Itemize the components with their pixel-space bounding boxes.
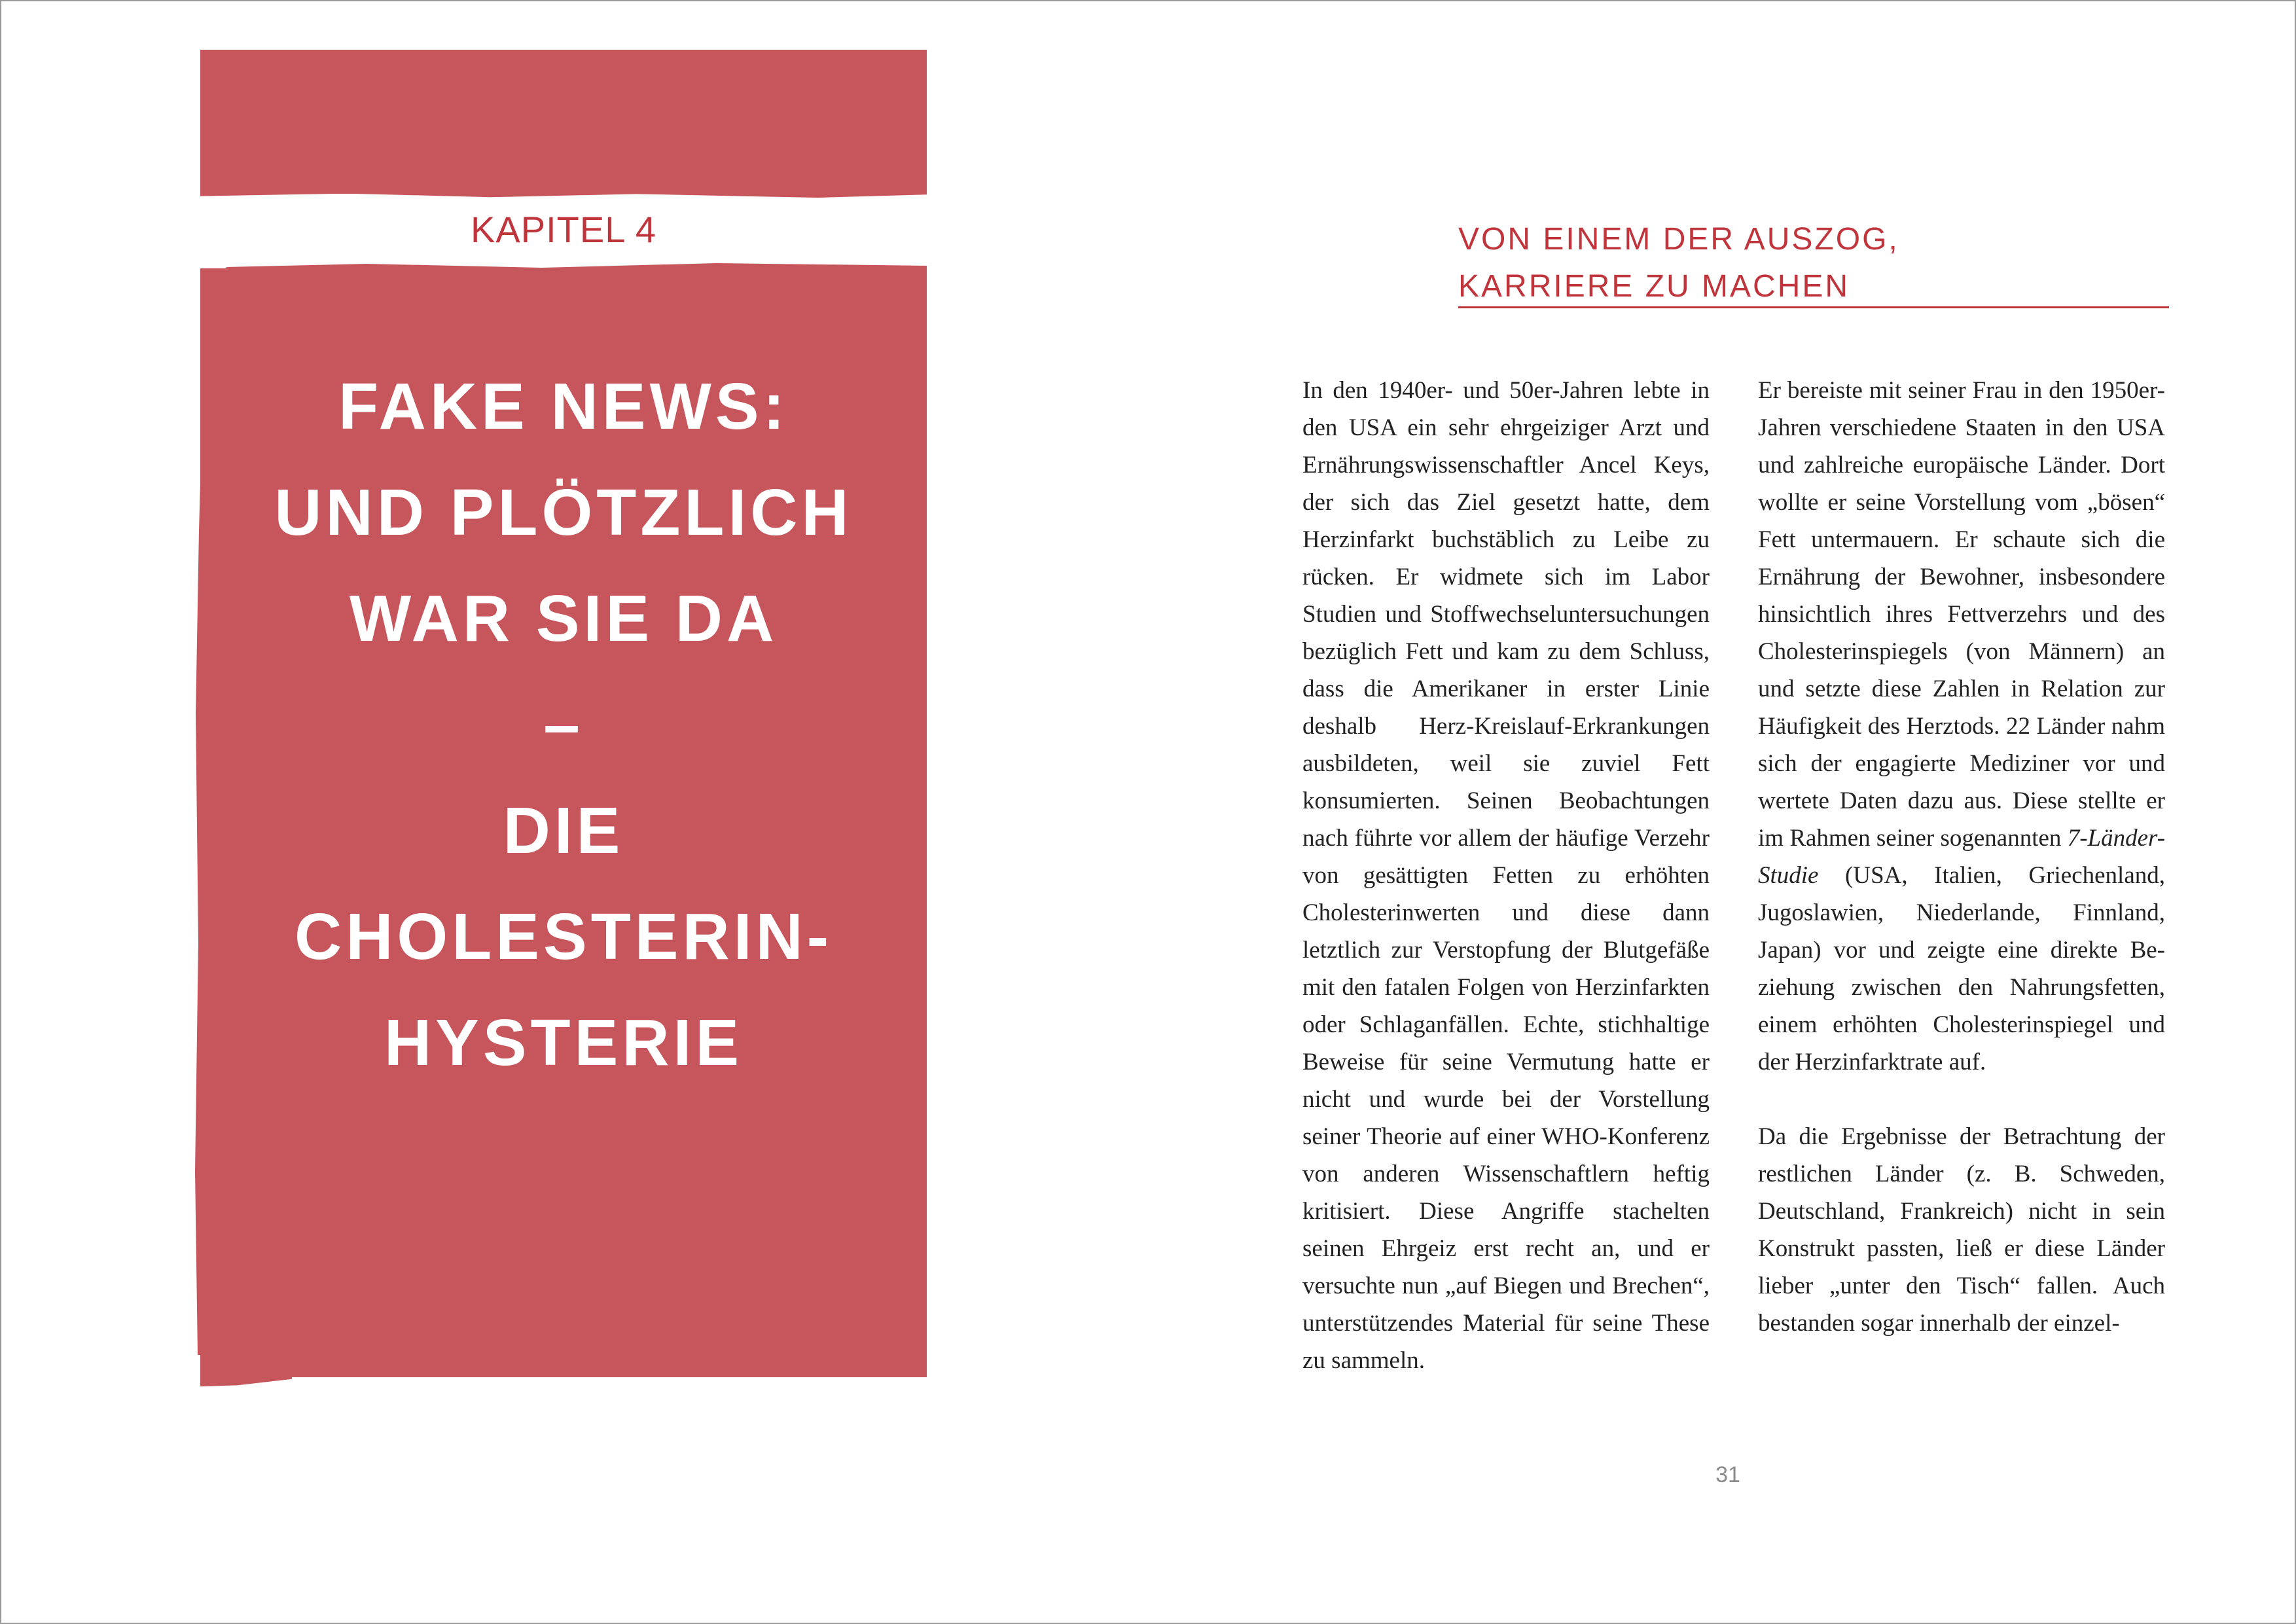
chapter-title-line: WAR SIE DA [349, 582, 778, 655]
chapter-title-line: DIE [503, 794, 624, 867]
section-heading-line: VON EINEM DER AUSZOG, [1458, 222, 1899, 257]
paragraph-text: (USA, Italien, Griechenland, Jugoslawien, Niederlande, Finnland, Japan) vor und zeigte eine direkte Beziehung zwischen den Nahrungsfetten, einem erhöhten Cholesterinspiegel und der Herzinfarktrate auf. [1758, 862, 2165, 1075]
body-paragraph [1758, 372, 2165, 1081]
section-heading-line: KARRIERE ZU MACHEN [1458, 269, 1850, 304]
page-number: 31 [1715, 1462, 1740, 1487]
chapter-title-line: CHOLESTERIN- [295, 900, 833, 973]
chapter-title-line: HYSTERIE [384, 1006, 744, 1079]
body-paragraph: In den 1940er- und 50er-Jahren lebte in den USA ein sehr ehrgeiziger Arzt und Ernährungswissenschaftler Ancel Keys, der sich das Ziel gesetzt hatte, dem Herzinfarkt buchstäblich zu Leibe zu rücken. Er widmete sich im Labor Studien und Stoffwechseluntersuchungen bezüglich Fett und kam zu dem Schluss, dass die Amerikaner in erster Linie deshalb Herz-Kreislauf-Erkrankungen ausbildeten, weil sie zuviel Fett konsumierten. Seinen Beobachtungen nach führte vor allem der häufige Verzehr von gesättigten Fetten zu erhöhten Cholesterinwerten und diese dann letztlich zur Verstopfung der Blutgefäße mit den fatalen Folgen von Herzinfarkten oder Schlaganfällen. Echte, stichhaltige Beweise für seine Vermutung hatte er nicht und wurde bei der Vorstellung seiner Theorie auf einer WHO-Konferenz von anderen Wissenschaftlern heftig kritisiert. Diese Angriffe stachelten seinen Ehrgeiz erst recht an, und er versuchte nun „auf Biegen und Brechen“, unterstützendes Material für seine These zu sammeln. [1302, 377, 1710, 1374]
chapter-title-dash: – [543, 688, 584, 761]
chapter-title [200, 353, 927, 1096]
paragraph-text: Er bereiste mit seiner Frau in den 1950er-Jahren verschiedene Staaten in den USA und zahlreiche europäische Länder. Dort wollte er seine Vorstellung vom „bösen“ Fett untermauern. Er schaute sich die Ernährung der Bewohner, insbesondere hinsichtlich ihres Fettverzehrs und des Cholesterinspiegels (von Männern) an und setzte diese Zahlen in Relation zur Häufigkeit des Herztods. 22 Länder nahm sich der engagierte Mediziner vor und wertete Daten dazu aus. Diese stellte er im Rahmen seiner sogenannten [1758, 377, 2165, 852]
study-name: 7-Länder-Studie [1758, 825, 2165, 889]
chapter-title-panel [200, 268, 927, 1377]
text-column-left [1302, 372, 1710, 1379]
section-heading [1458, 216, 1899, 310]
body-paragraph: Da die Ergebnisse der Betrachtung der restlichen Länder (z. B. Schweden, Deutschland, Frankreich) nicht in sein Konstrukt passten, ließ er diese Länder lieber „unter den Tisch“ fallen. Auch bestanden sogar innerhalb der einzel- [1758, 1123, 2165, 1337]
chapter-header-band [200, 50, 927, 194]
chapter-title-line: FAKE NEWS: [338, 370, 789, 443]
text-column-right [1758, 372, 2165, 1342]
section-divider [1458, 306, 2169, 308]
chapter-label: KAPITEL 4 [471, 209, 656, 250]
chapter-title-line: UND PLÖTZLICH [274, 476, 853, 549]
